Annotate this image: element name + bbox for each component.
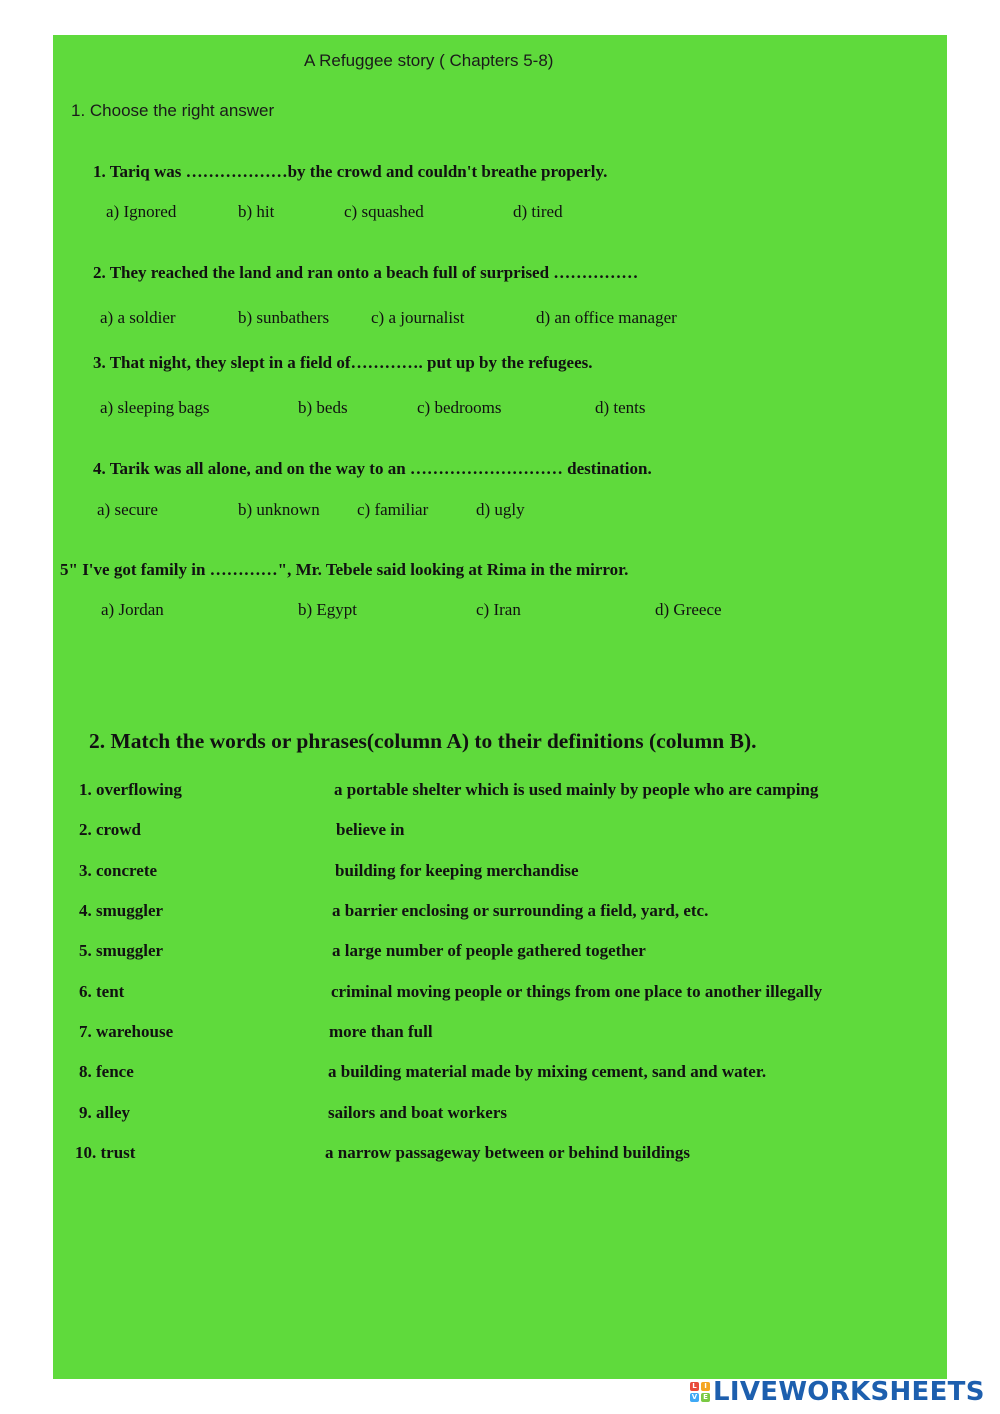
question-5: 5" I've got family in …………", Mr. Tebele said looking at Rima in the mirror. (60, 560, 629, 579)
section1-heading: 1. Choose the right answer (71, 101, 275, 120)
worksheet-title: A Refuggee story ( Chapters 5-8) (304, 51, 554, 70)
question-4: 4. Tarik was all alone, and on the way to an ……………………… destination. (93, 459, 652, 478)
question-1: 1. Tariq was ………………by the crowd and couldn't breathe properly. (93, 162, 608, 181)
q4-option-c[interactable]: c) familiar (357, 500, 429, 519)
q3-option-d[interactable]: d) tents (595, 398, 646, 417)
match-definition-2[interactable]: believe in (336, 820, 405, 839)
match-definition-1[interactable]: a portable shelter which is used mainly by people who are camping (334, 780, 819, 799)
q5-option-b[interactable]: b) Egypt (298, 600, 358, 619)
match-word-3[interactable]: 3. concrete (79, 861, 158, 880)
q3-option-a[interactable]: a) sleeping bags (100, 398, 210, 417)
logo-block-i: I (701, 1382, 710, 1391)
match-definition-7[interactable]: more than full (329, 1022, 433, 1041)
match-word-9[interactable]: 9. alley (79, 1103, 130, 1122)
brand-name: LIVEWORKSHEETS (713, 1377, 985, 1407)
q1-option-b[interactable]: b) hit (238, 202, 275, 221)
logo-block-e: E (701, 1393, 710, 1402)
q2-option-b[interactable]: b) sunbathers (238, 308, 330, 327)
match-word-2[interactable]: 2. crowd (79, 820, 142, 839)
worksheet (53, 35, 947, 1379)
match-definition-5[interactable]: a large number of people gathered together (332, 941, 646, 960)
match-word-1[interactable]: 1. overflowing (79, 780, 182, 799)
match-definition-8[interactable]: a building material made by mixing cement, sand and water. (328, 1062, 767, 1081)
q2-option-d[interactable]: d) an office manager (536, 308, 677, 327)
question-3: 3. That night, they slept in a field of…………. put up by the refugees. (93, 353, 593, 372)
match-word-7[interactable]: 7. warehouse (79, 1022, 174, 1041)
q1-option-d[interactable]: d) tired (513, 202, 563, 221)
match-definition-3[interactable]: building for keeping merchandise (335, 861, 579, 880)
q5-option-d[interactable]: d) Greece (655, 600, 722, 619)
logo-block-v: V (691, 1393, 698, 1401)
match-word-5[interactable]: 5. smuggler (79, 941, 164, 960)
match-definition-6[interactable]: criminal moving people or things from one place to another illegally (331, 982, 823, 1001)
logo-block-l: L (690, 1382, 699, 1391)
match-word-8[interactable]: 8. fence (79, 1062, 134, 1081)
q2-option-c[interactable]: c) a journalist (371, 308, 465, 327)
match-definition-10[interactable]: a narrow passageway between or behind buildings (325, 1143, 690, 1162)
q3-option-b[interactable]: b) beds (298, 398, 348, 417)
section2-heading: 2. Match the words or phrases(column A) to their definitions (column B). (89, 729, 757, 753)
liveworksheets-logo[interactable] (690, 1374, 985, 1410)
q1-option-a[interactable]: a) Ignored (106, 202, 177, 221)
question-2: 2. They reached the land and ran onto a beach full of surprised …………… (93, 263, 639, 282)
q1-option-c[interactable]: c) squashed (344, 202, 424, 221)
q4-option-d[interactable]: d) ugly (476, 500, 525, 519)
match-definition-9[interactable]: sailors and boat workers (328, 1103, 507, 1122)
q4-option-b[interactable]: b) unknown (238, 500, 320, 519)
q5-option-c[interactable]: c) Iran (476, 600, 521, 619)
match-word-6[interactable]: 6. tent (79, 982, 125, 1001)
live-blocks-icon (690, 1382, 710, 1402)
q2-option-a[interactable]: a) a soldier (100, 308, 176, 327)
q5-option-a[interactable]: a) Jordan (101, 600, 164, 619)
match-word-4[interactable]: 4. smuggler (79, 901, 164, 920)
q4-option-a[interactable]: a) secure (97, 500, 158, 519)
match-word-10[interactable]: 10. trust (75, 1143, 136, 1162)
q3-option-c[interactable]: c) bedrooms (417, 398, 502, 417)
match-definition-4[interactable]: a barrier enclosing or surrounding a field, yard, etc. (332, 901, 709, 920)
